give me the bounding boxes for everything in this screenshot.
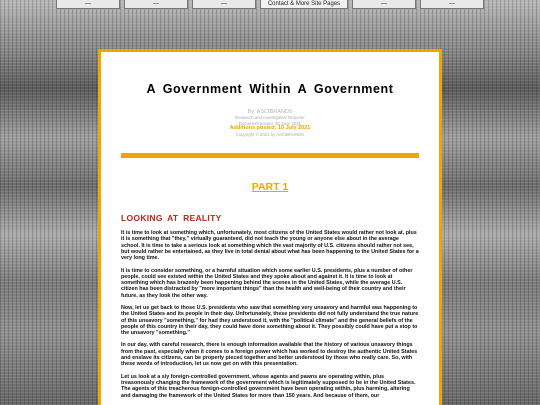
nav-button-3[interactable]: — bbox=[192, 0, 256, 9]
page-title: A Government Within A Government bbox=[146, 82, 394, 96]
byline: By: ASCIBRANDS bbox=[247, 109, 293, 115]
section-heading: LOOKING AT REALITY bbox=[121, 213, 222, 224]
paragraph-1: It is time to look at something which, unfortunately, most citizens of the United States would rather not look at, plus it is something that "they," virtually guaranteed, did not teach the young or anyone else about in the average school. It is time to take a serious look at something which the vast majority of U.S. citizens should rather not see, but would rather be entertained, as they live in total denial about what has been happening to the United States for a very long time. bbox=[121, 230, 419, 262]
divider-bar bbox=[121, 153, 419, 158]
paragraph-4: In our day, with careful research, there is enough information available that the history of various unsavory things from the past, especially when it comes to a foreign power which has worked to destroy the authentic United States and enslave its citizens, can be properly pieced together and better understood by those who really care. So, with these words of introduction, let us now get on with this presentation. bbox=[121, 342, 418, 368]
nav-button-6[interactable]: — bbox=[420, 0, 484, 9]
article-panel bbox=[98, 49, 442, 405]
meta-line-role: Research and Investigative Reporter bbox=[235, 115, 305, 121]
additions-posted: Additions posted: 10 July 2021 bbox=[229, 125, 311, 132]
copyright: Copyright © 2021 by ASCIBRANDS bbox=[235, 131, 305, 137]
nav-button-2[interactable]: — bbox=[124, 0, 188, 9]
top-navigation bbox=[0, 0, 540, 10]
paragraph-5: Let us look at a sly foreign-controlled government, whose agents and pawns are operating within, plus treasonously changing the framework of the government which is legitimately supposed to be in the United States. The agents of this treacherous foreign-controlled government have been operating within, plus harming, altering and damaging the framework of the United States for more than 150 years. And because of them, our bbox=[121, 373, 416, 399]
paragraph-2: It is time to consider something, or a harmful situation which some earlier U.S. presidents, plus a number of other people, could see existed within the United States and they spoke about and against it. It is time to look at something which has brazenly been happening behind the scenes in the United States, while the average U.S. citizen has been distracted by "more important things" than the health and well-being of their country and their future, as they look the other way. bbox=[121, 267, 413, 299]
article-meta bbox=[101, 110, 439, 137]
nav-button-contact[interactable]: Contact & More Site Pages bbox=[260, 0, 348, 9]
part-label[interactable]: PART 1 bbox=[251, 181, 289, 194]
paragraph-3: Now, let us get back to those U.S. presidents who saw that something very unsavory and harmful was happening to the United States and its people in their day. Unfortunately, these presidents did not fully understand the true nature of this unsavory "something," for had they understood it, with the "political climate" and the general beliefs of the people of this country in their day, they could have done something about it. They possibly could have put a stop to the unsavory "something." bbox=[121, 305, 419, 337]
nav-button-1[interactable]: — bbox=[56, 0, 120, 9]
nav-button-5[interactable]: — bbox=[352, 0, 416, 9]
meta-line-posted: Document posted: 26 June 2021 bbox=[238, 120, 302, 126]
